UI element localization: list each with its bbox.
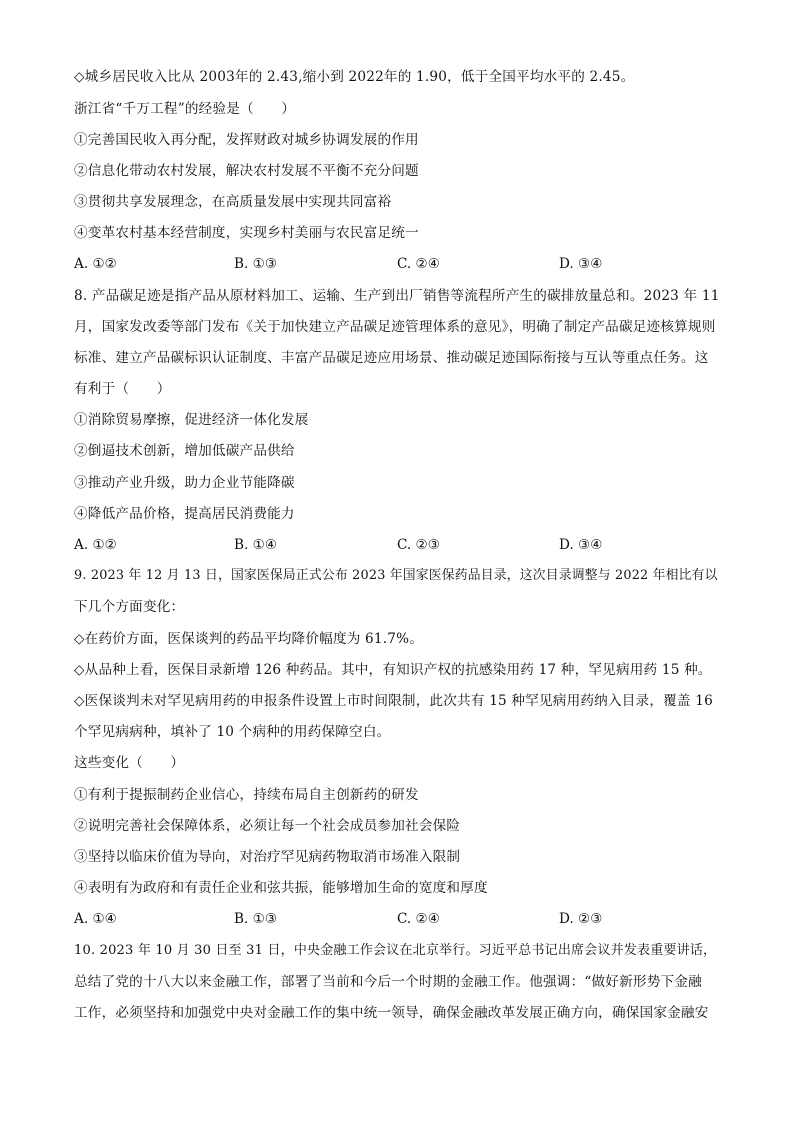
q7-bullet: ◇城乡居民收入比从 2003年的 2.43,缩小到 2022年的 1.90，低于全国平均水平的 2.45。 [74, 69, 635, 85]
q8-item-2: ②倒逼技术创新，增加低碳产品供给 [74, 443, 295, 459]
q9-option-c: C. ②④ [397, 911, 440, 927]
q7-item-4: ④变革农村基本经营制度，实现乡村美丽与农民富足统一 [74, 225, 419, 241]
q7-option-b: B. ①③ [234, 256, 278, 272]
q9-line-2: 下几个方面变化： [74, 599, 185, 615]
q8-line-4: 有利于（ ） [74, 381, 171, 397]
q9-option-d: D. ②③ [559, 911, 603, 927]
q8-item-4: ④降低产品价格，提高居民消费能力 [74, 506, 295, 522]
q8-line-3: 标准、建立产品碳标识认证制度、丰富产品碳足迹应用场景、推动碳足迹国际衔接与互认等重点任务。这 [74, 350, 709, 366]
q7-option-c: C. ②④ [397, 256, 440, 272]
q8-line-1: 8. 产品碳足迹是指产品从原材料加工、运输、生产到出厂销售等流程所产生的碳排放量总和。2023 年 11 [74, 288, 720, 304]
q7-item-1: ①完善国民收入再分配，发挥财政对城乡协调发展的作用 [74, 132, 419, 148]
q9-option-a: A. ①④ [74, 911, 117, 927]
q7-option-a: A. ①② [74, 256, 117, 272]
q9-item-2: ②说明完善社会保障体系，必须让每一个社会成员参加社会保险 [74, 818, 461, 834]
q9-item-4: ④表明有为政府和有责任企业和弦共振，能够增加生命的宽度和厚度 [74, 880, 488, 896]
q9-item-1: ①有利于提振制药企业信心，持续布局自主创新药的研发 [74, 787, 419, 803]
q7-stem: 浙江省“千万工程”的经验是（ ） [74, 101, 296, 117]
q8-options [74, 535, 724, 555]
q7-option-d: D. ③④ [559, 256, 603, 272]
q8-option-a: A. ①② [74, 537, 117, 553]
q9-line-5: ◇医保谈判未对罕见病用药的申报条件设置上市时间限制，此次共有 15 种罕见病用药纳入目录，覆盖 16 [74, 693, 713, 709]
q7-item-2: ②信息化带动农村发展，解决农村发展不平衡不充分问题 [74, 163, 419, 179]
q8-item-3: ③推动产业升级，助力企业节能降碳 [74, 475, 295, 491]
q9-line-4: ◇从品种上看，医保目录新增 126 种药品。其中，有知识产权的抗感染用药 17 种，罕见病用药 15 种。 [74, 662, 712, 678]
q8-option-d: D. ③④ [559, 537, 603, 553]
q8-line-2: 月，国家发改委等部门发布《关于加快建立产品碳足迹管理体系的意见》，明确了制定产品碳足迹核算规则 [74, 319, 716, 335]
q10-line-1: 10. 2023 年 10 月 30 日至 31 日，中央金融工作会议在北京举行。习近平总书记出席会议并发表重要讲话， [74, 943, 717, 958]
q9-line-1: 9. 2023 年 12 月 13 日，国家医保局正式公布 2023 年国家医保药品目录，这次目录调整与 2022 年相比有以 [74, 568, 718, 583]
q7-options [74, 254, 724, 274]
q9-line-6: 个罕见病病种，填补了 10 个病种的用药保障空白。 [74, 724, 391, 740]
q9-options [74, 909, 724, 929]
q8-item-1: ①消除贸易摩擦，促进经济一体化发展 [74, 412, 309, 428]
q8-option-c: C. ②③ [397, 537, 440, 553]
q10-line-2: 总结了党的十八大以来金融工作，部署了当前和今后一个时期的金融工作。他强调：“做好新形势下金融 [74, 974, 702, 990]
q10-line-3: 工作，必须坚持和加强党中央对金融工作的集中统一领导，确保金融改革发展正确方向，确保国家金融安 [74, 1005, 709, 1021]
q9-item-3: ③坚持以临床价值为导向，对治疗罕见病药物取消市场准入限制 [74, 849, 461, 865]
q9-line-7: 这些变化（ ） [74, 755, 185, 771]
q7-item-3: ③贯彻共享发展理念，在高质量发展中实现共同富裕 [74, 194, 392, 210]
q8-option-b: B. ①④ [234, 537, 278, 553]
q9-option-b: B. ①③ [234, 911, 278, 927]
q9-line-3: ◇在药价方面，医保谈判的药品平均降价幅度为 61.7%。 [74, 631, 424, 647]
